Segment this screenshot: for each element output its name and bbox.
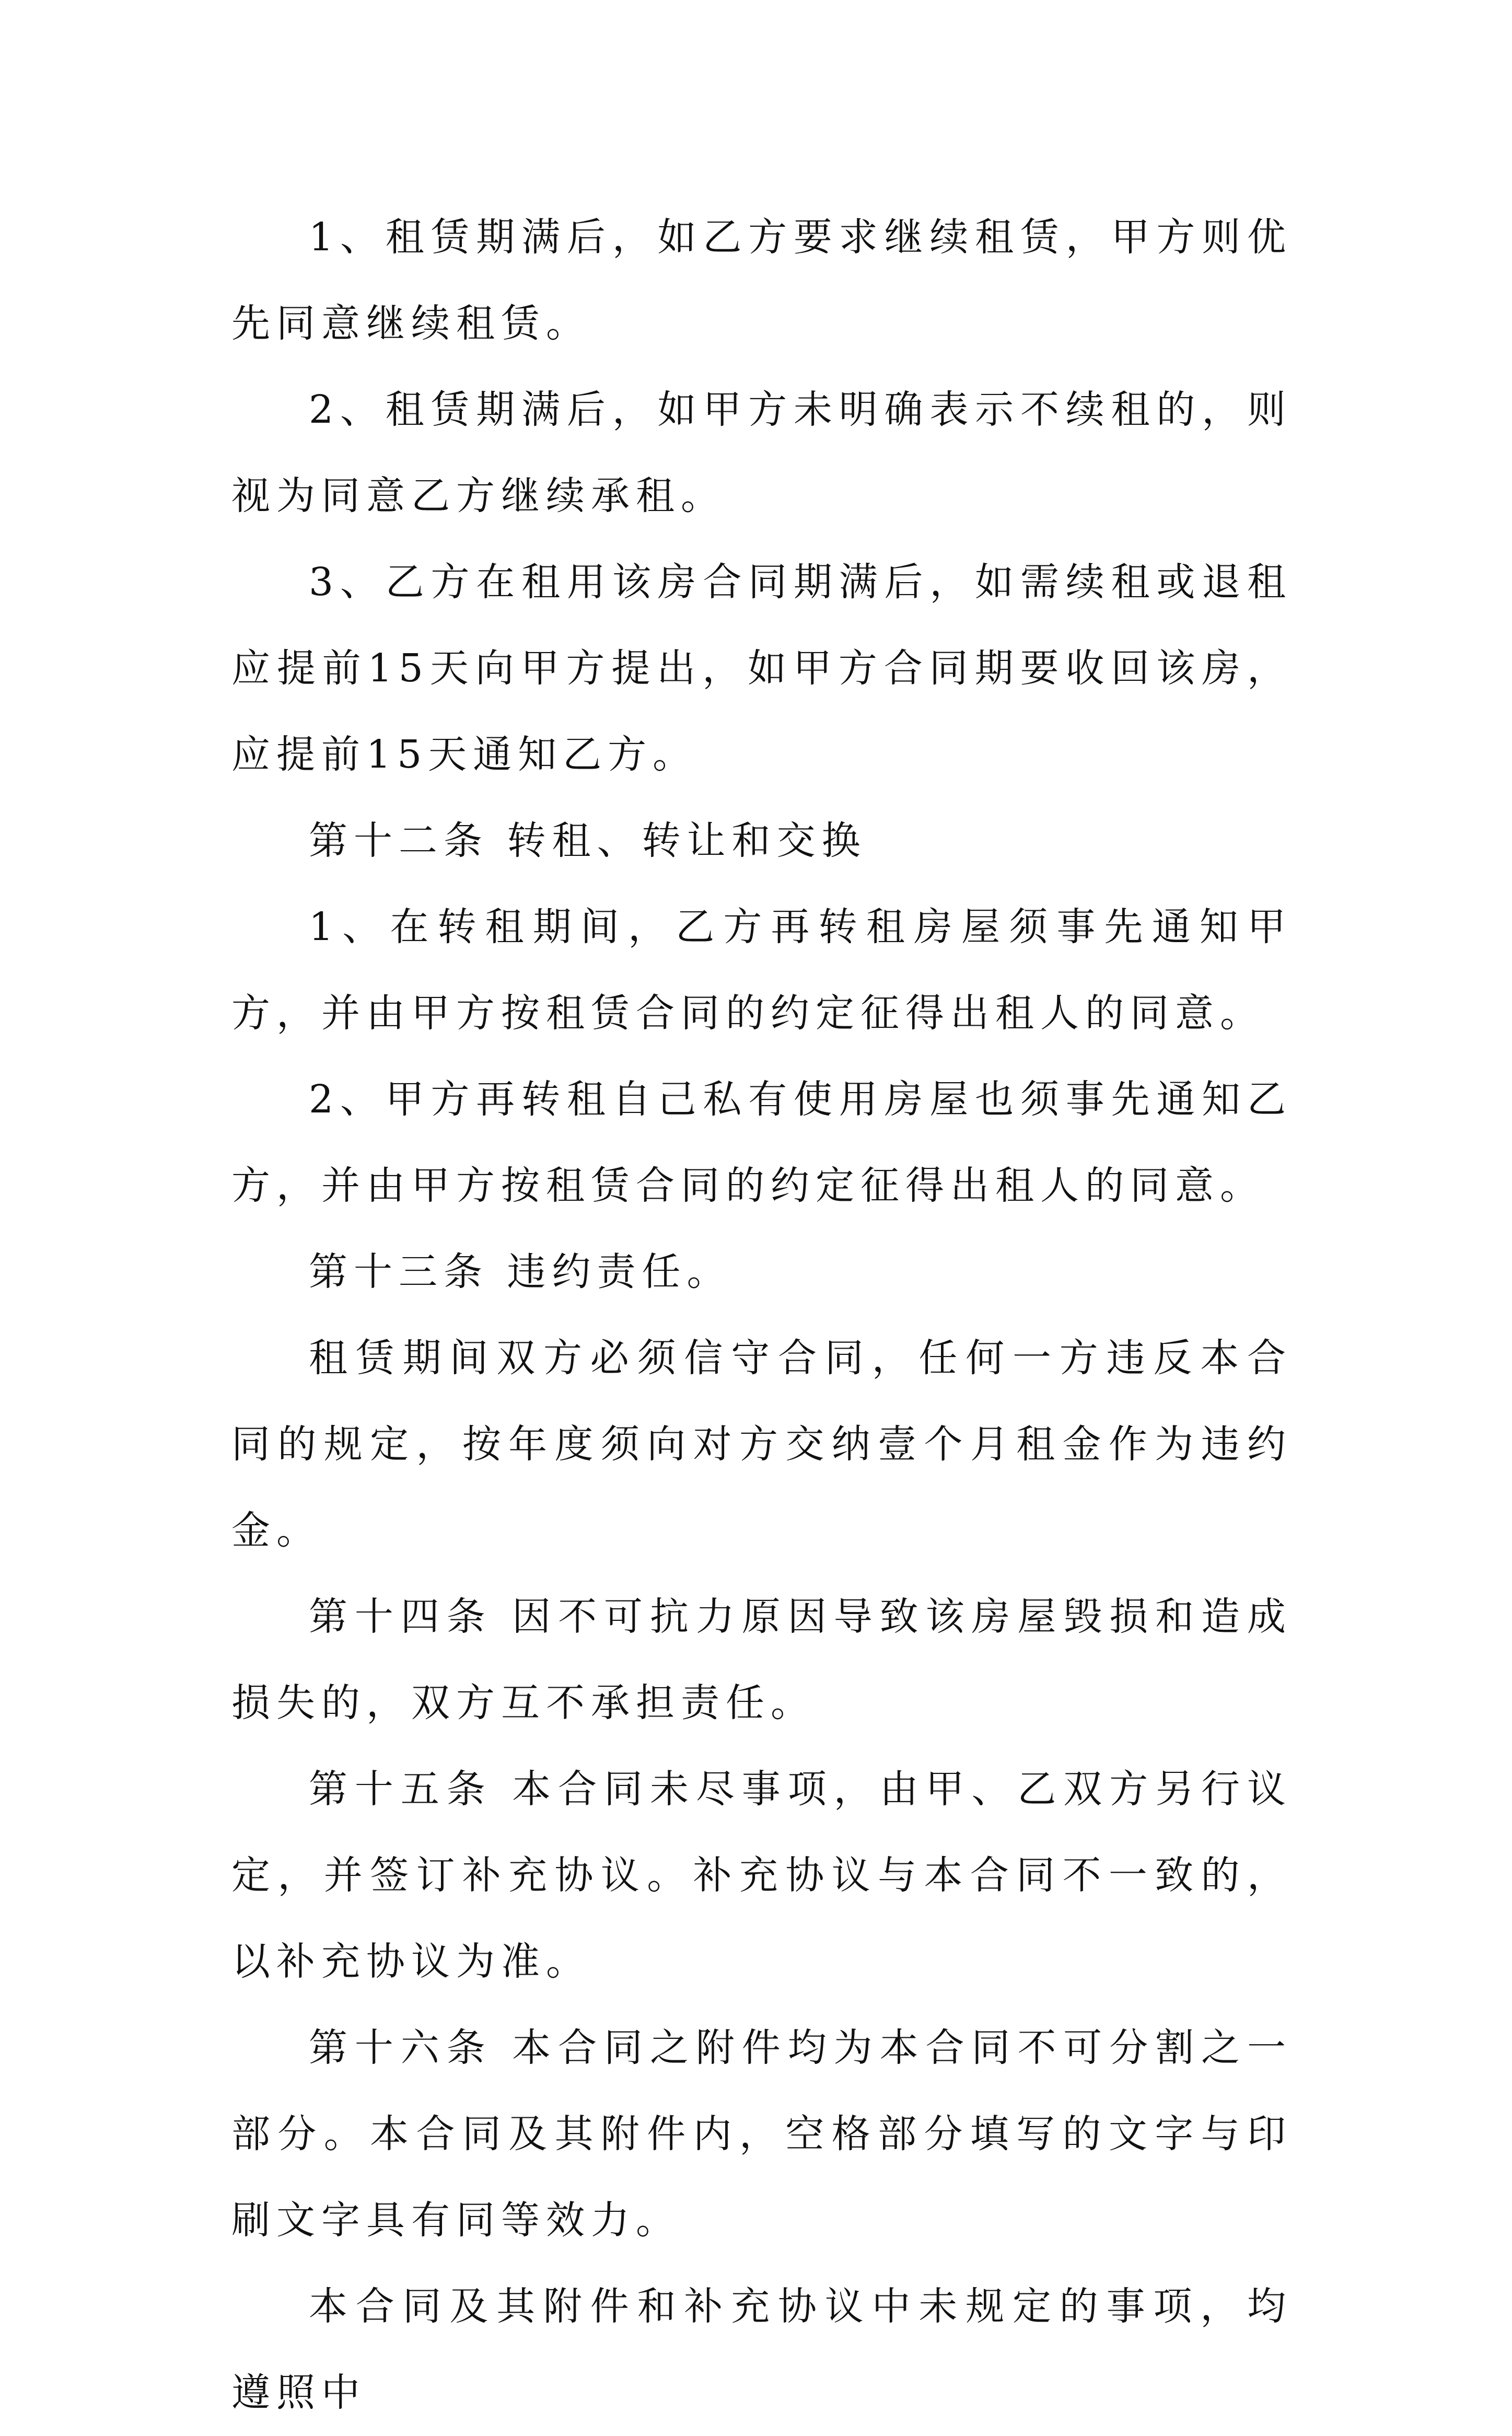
renewal-priority-paragraph: 1、租赁期满后，如乙方要求继续租赁，甲方则优先同意继续租赁。	[231, 215, 1292, 346]
article-16-attachments: 第十六条 本合同之附件均为本合同不可分割之一部分。本合同及其附件内，空格部分填写的文字与印刷文字具有同等效力。	[231, 2025, 1292, 2243]
notice-period-paragraph: 3、乙方在租用该房合同期满后，如需续租或退租应提前15天向甲方提出，如甲方合同期要收回该房，应提前15天通知乙方。	[231, 560, 1292, 777]
article-14-force-majeure: 第十四条 因不可抗力原因导致该房屋毁损和造成损失的，双方互不承担责任。	[231, 1594, 1292, 1725]
contract-body	[231, 194, 1292, 2436]
article-12-heading: 第十二条 转租、转让和交换	[309, 818, 867, 863]
sublease-by-tenant-paragraph: 1、在转租期间，乙方再转租房屋须事先通知甲方，并由甲方按租赁合同的约定征得出租人的同意。	[231, 904, 1292, 1036]
breach-penalty-paragraph: 租赁期间双方必须信守合同，任何一方违反本合同的规定，按年度须向对方交纳壹个月租金作为违约金。	[231, 1336, 1292, 1553]
article-15-supplementary: 第十五条 本合同未尽事项，由甲、乙双方另行议定，并签订补充协议。补充协议与本合同不一致的，以补充协议为准。	[231, 1767, 1292, 1984]
unspecified-matters-paragraph: 本合同及其附件和补充协议中未规定的事项，均遵照中	[231, 2284, 1292, 2415]
implied-renewal-paragraph: 2、租赁期满后，如甲方未明确表示不续租的，则视为同意乙方继续承租。	[231, 387, 1292, 518]
article-13-heading: 第十三条 违约责任。	[309, 1249, 732, 1294]
sublease-by-landlord-paragraph: 2、甲方再转租自己私有使用房屋也须事先通知乙方，并由甲方按租赁合同的约定征得出租人的同意。	[231, 1077, 1292, 1208]
